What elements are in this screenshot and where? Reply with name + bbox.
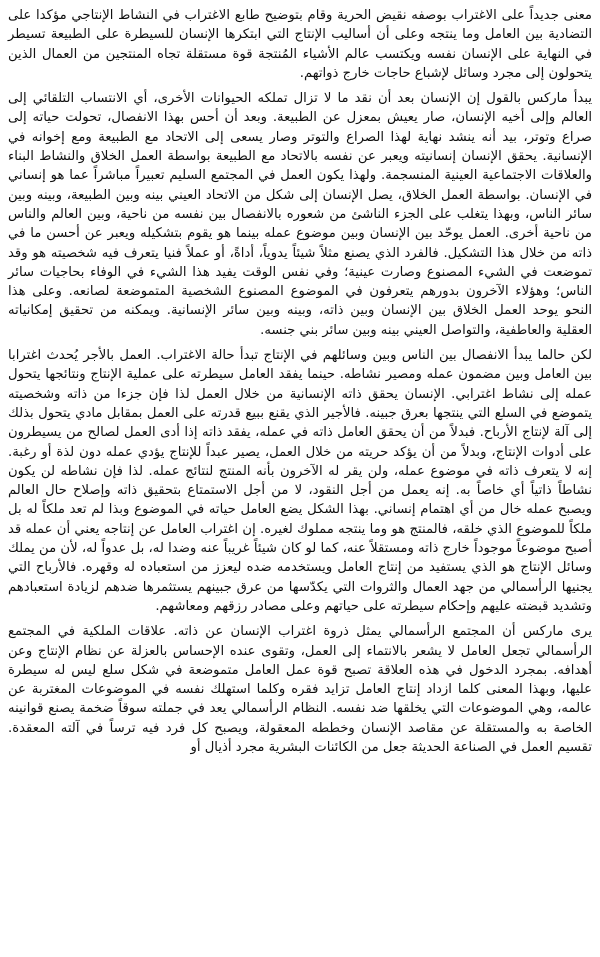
- paragraph-alienation-intro: معنى جديداً على الاغتراب بوصفه نقيض الحرية وقام بتوضيح طابع الاغتراب في النشاط الإنتاجي مؤكدا على التضادية بين العامل وما ينتجه وعلى أن أساليب الإنتاج التي ابتكرها الإنسان للسيطرة على الطبيعة تسيطر في النهاية على الإنسان نفسه ويكتسب عالم الأشياء المُنتجة قوة مستقلة تجاه المنتجين من العمال الذين يتحولون إلى مجرد وسائل لإشباع حاجات خارج ذواتهم.: [8, 8, 592, 81]
- paragraph-wage-labor: لكن حالما يبدأ الانفصال بين الناس وبين وسائلهم في الإنتاج تبدأ حالة الاغتراب. العمل بالأجر يُحدث اغترابا بين العامل وبين مضمون عمله ومصير نشاطه. حينما يفقد العامل سيطرته على عملية الإنتاج ونتائجها يتحول عمله إلى نشاط اغترابي. الإنسان يحقق ذاته الإنسانية من خلال العمل لذا فإن جزءا من ذاته وشخصيته يتموضع في السلع التي ينتجها بعرق جبينه. فالأجير الذي يقنع ببيع قدرته على العمل بمقابل مادي يتحول بذلك إلى آلة لإنتاج الأرباح. فبدلاً من أن يحقق العامل ذاته في عمله، يفقد ذاته إذا أدى العمل لصالح من يسيطرون على أدوات الإنتاج، وبدلاً من أن يؤكد حريته من خلال العمل، يصير عبداً للإنتاج يؤدي عمله دون لذة أو رغبة. إنه لا يتعرف ذاته في موضوع عمله، ولن يقر له الآخرون بأنه المنتج لنتائج عمله. لذا فإن نشاطه لن يكون نشاطاً ذاتياً أي خاصاً به. إنه يعمل من أجل النقود، لا من أجل الاستمتاع بتحقيق ذاته وإصلاح حال العالم ويصبح عمله خال من أي اهتمام إنساني. بهذا الشكل يضع العامل حياته في الموضوع وبذا لم تعد ملكاً له بل ملكاً للموضوع الذي خلقه، فالمنتج هو وما ينتجه مملوك لغيره. إن اغتراب العامل عن إنتاجه يعني أن عمله قد أصبح موضوعاً موجوداً خارج ذاته ومستقلاً عنه، كما لو كان شيئاً غريباً عنه وضدا له، بل عدواً له، لأن من يملك وسائل الإنتاج هو الذي يستفيد من إنتاج العامل ويستخدمه ضده ليعزز من استعباده له وقهره. فالأرباح التي يجنيها الرأسمالي من جهد العمال والثروات التي يكدّسها من عرق جبينهم يستثمرها ضدهم لزيادة استعبادهم وتشديد قبضته عليهم وإحكام سيطرته على حياتهم وعلى مصادر رزقهم ومعاشهم.: [8, 348, 592, 614]
- paragraph-creative-labor: يبدأ ماركس بالقول إن الإنسان بعد أن نقد ما لا تزال تملكه الحيوانات الأخرى، أي الانتساب التلقائي إلى العالم وإلى أخيه الإنسان، صار يعيش بمعزل عن الطبيعة. وبعد أن أحس بهذا الانفصال، تحولت حياته إلى صراع وتوتر، بيد أنه ينشد نهاية لهذا الصراع والتوتر وصار يسعى إلى الاتحاد مع الطبيعة ومع إخوانه في الإنسانية. يحقق الإنسان إنسانيته ويعبر عن نفسه بالاتحاد مع الطبيعة بواسطة العمل الخلاق والنشاط البناء والعلاقات الاجتماعية العينية المنسجمة. ولهذا يكون العمل في المجتمع السليم تعبيراً مباشراً عما هو إنساني في الإنسان. بواسطة العمل الخلاق، يصل الإنسان إلى شكل من الاتحاد العيني بينه وبين الطبيعة، وبينه وبين سائر الناس، وبهذا يتغلب على الجزء الناشئ من شعوره بالانفصال بين نفسه من ناحية، وبين العالم والناس من ناحية أخرى. العمل يوحّد بين الإنسان وبين موضوع عمله بينما هو يقوم بتشكيله ويعبر عن أحسن ما في ذاته من خلال هذا التشكيل. فالفرد الذي يصنع مثلاً شيئاً يدوياً، أداةً، أو عملاً فنيا يتعرف فيه شخصيته هو وقد تموضعت في الشيء المصنوع وصارت عينية؛ وفي نفس الوقت يفيد هذا الشيء في الوفاء بحاجيات سائر الناس؛ وهؤلاء الآخرون بدورهم يتعرفون في الموضوع المصنوع الشخصية المتموضعة لصانعه. وعلى هذا النحو يوحد العمل الخلاق بين الإنسان وبين ذاته، وبينه وبين سائر الإنسانية. ويمكنه من تحقيق إمكانياته العقلية والعاطفية، والتواصل العيني بينه وبين سائر بني جنسه.: [8, 91, 592, 338]
- paragraph-capitalist-society: يرى ماركس أن المجتمع الرأسمالي يمثل ذروة اغتراب الإنسان عن ذاته. علاقات الملكية في المجتمع الرأسمالي تجعل العامل لا يشعر بالانتماء إلى العمل، وتقوى عنده الإحساس بالعزلة عن نظام الإنتاج وعن أهدافه. بمجرد الدخول في هذه العلاقة تصبح قوة عمل العامل متموضعة في شكل سلع ليس له سيطرة عليها، وبهذا المعنى كلما ازداد إنتاج العامل تزايد فقره وكلما استهلك نفسه في الموضوعات المغتربة عن عالمه، وهي الموضوعات التي يخلقها ضد نفسه. النظام الرأسمالي يعد في جملته سوقاً ضخمة يصنع قوانينه الخاصة به والمستقلة عن مقاصد الإنسان وخططه المعقولة، ويصبح كل فرد فيه ترساً في آلته المعقدة. تقسيم العمل في الصناعة الحديثة جعل من الكائنات البشرية مجرد أذيال أو: [8, 624, 592, 755]
